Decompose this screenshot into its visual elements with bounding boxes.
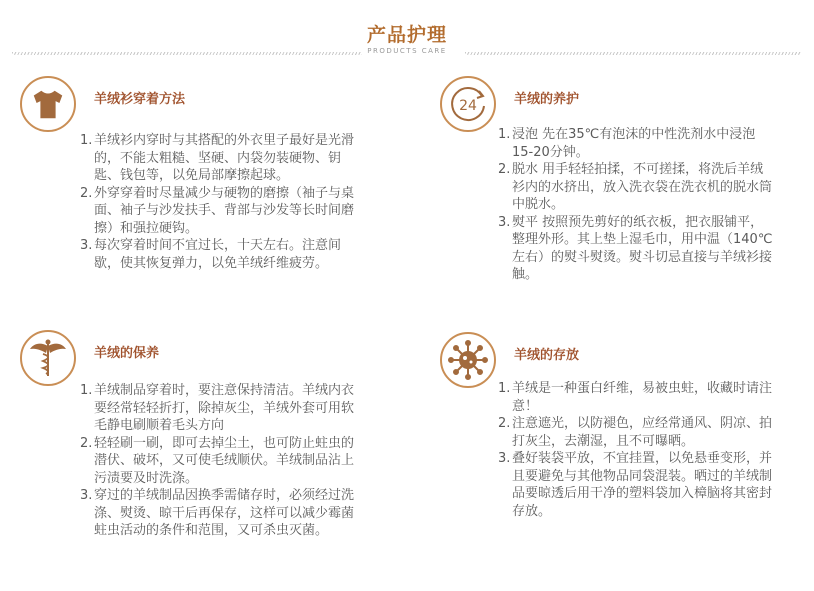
section-title: 羊绒的存放 bbox=[514, 348, 580, 363]
svg-text:24: 24 bbox=[459, 98, 477, 114]
list-item: 1. 浸泡 先在35℃有泡沫的中性洗剂水中浸泡15-20分钟。 bbox=[498, 127, 756, 160]
maintenance-list bbox=[80, 382, 365, 540]
list-item: 3. 叠好装袋平放，不宜挂置，以免悬垂变形，并且要避免与其他物品同袋混装。晒过的羊绒制品要晾透后用干净的塑料袋加入樟脑将其密封存放。 bbox=[498, 451, 773, 519]
section-storage bbox=[440, 332, 780, 582]
care-list bbox=[498, 126, 776, 284]
list-item: 3. 穿过的羊绒制品因换季需储存时，必须经过洗涤、熨烫、晾干后再保存，这样可以减少霉菌蛀虫活动的条件和范围，又可杀虫灭菌。 bbox=[80, 488, 355, 538]
section-title: 羊绒衫穿着方法 bbox=[94, 92, 186, 107]
list-item: 1. 羊绒衫内穿时与其搭配的外衣里子最好是光滑的，不能太粗糙、坚硬、内袋勿装硬物、钥匙、钱包等，以免局部摩擦起球。 bbox=[80, 133, 355, 183]
section-title: 羊绒的保养 bbox=[94, 346, 160, 361]
list-item: 2. 轻轻刷一刷，即可去掉尘土，也可防止蛀虫的潜伏、破坏，又可使毛绒顺伏。羊绒制品沾上污渍要及时洗涤。 bbox=[80, 435, 355, 486]
germ-icon bbox=[440, 332, 496, 388]
header bbox=[0, 0, 814, 60]
list-item: 1. 羊绒是一种蛋白纤维，易被虫蛀，收藏时请注意！ bbox=[498, 381, 773, 414]
storage-list bbox=[498, 380, 778, 520]
section-maintenance bbox=[20, 330, 360, 585]
section-care bbox=[440, 76, 780, 326]
list-item: 1. 羊绒制品穿着时，要注意保持清洁。羊绒内衣要经常轻轻折打，除掉灰尘，羊绒外套可用软毛静电刷顺着毛头方向 bbox=[80, 383, 355, 433]
24-hour-icon bbox=[440, 76, 496, 132]
tshirt-icon bbox=[20, 76, 76, 132]
caduceus-icon bbox=[20, 330, 76, 386]
list-item: 2. 外穿穿着时尽量减少与硬物的磨擦（袖子与桌面、袖子与沙发扶手、背部与沙发等长时间磨擦）和强拉硬钩。 bbox=[80, 185, 355, 236]
section-wearing bbox=[20, 76, 360, 326]
list-item: 2. 脱水 用手轻轻拍揉，不可搓揉，将洗后羊绒衫内的水挤出，放入洗衣袋在洗衣机的脱水筒中脱水。 bbox=[498, 162, 773, 212]
wearing-list bbox=[80, 132, 360, 272]
page-subtitle: PRODUCTS CARE bbox=[367, 47, 447, 55]
divider-right bbox=[465, 52, 801, 55]
page-title: 产品护理 bbox=[366, 24, 447, 46]
section-title: 羊绒的养护 bbox=[514, 92, 580, 107]
list-item: 3. 熨平 按照预先剪好的纸衣板，把衣服铺平，整理外形。其上垫上湿毛巾，用中温（140℃左右）的熨斗熨烫。熨斗切忌直接与羊绒衫接触。 bbox=[498, 214, 773, 282]
list-item: 3. 每次穿着时间不宜过长，十天左右。注意间歇，使其恢复弹力，以免羊绒纤维疲劳。 bbox=[80, 238, 342, 271]
list-item: 2. 注意遮光，以防褪色，应经常通风、阴凉、拍打灰尘，去潮湿，且不可曝晒。 bbox=[498, 416, 773, 449]
